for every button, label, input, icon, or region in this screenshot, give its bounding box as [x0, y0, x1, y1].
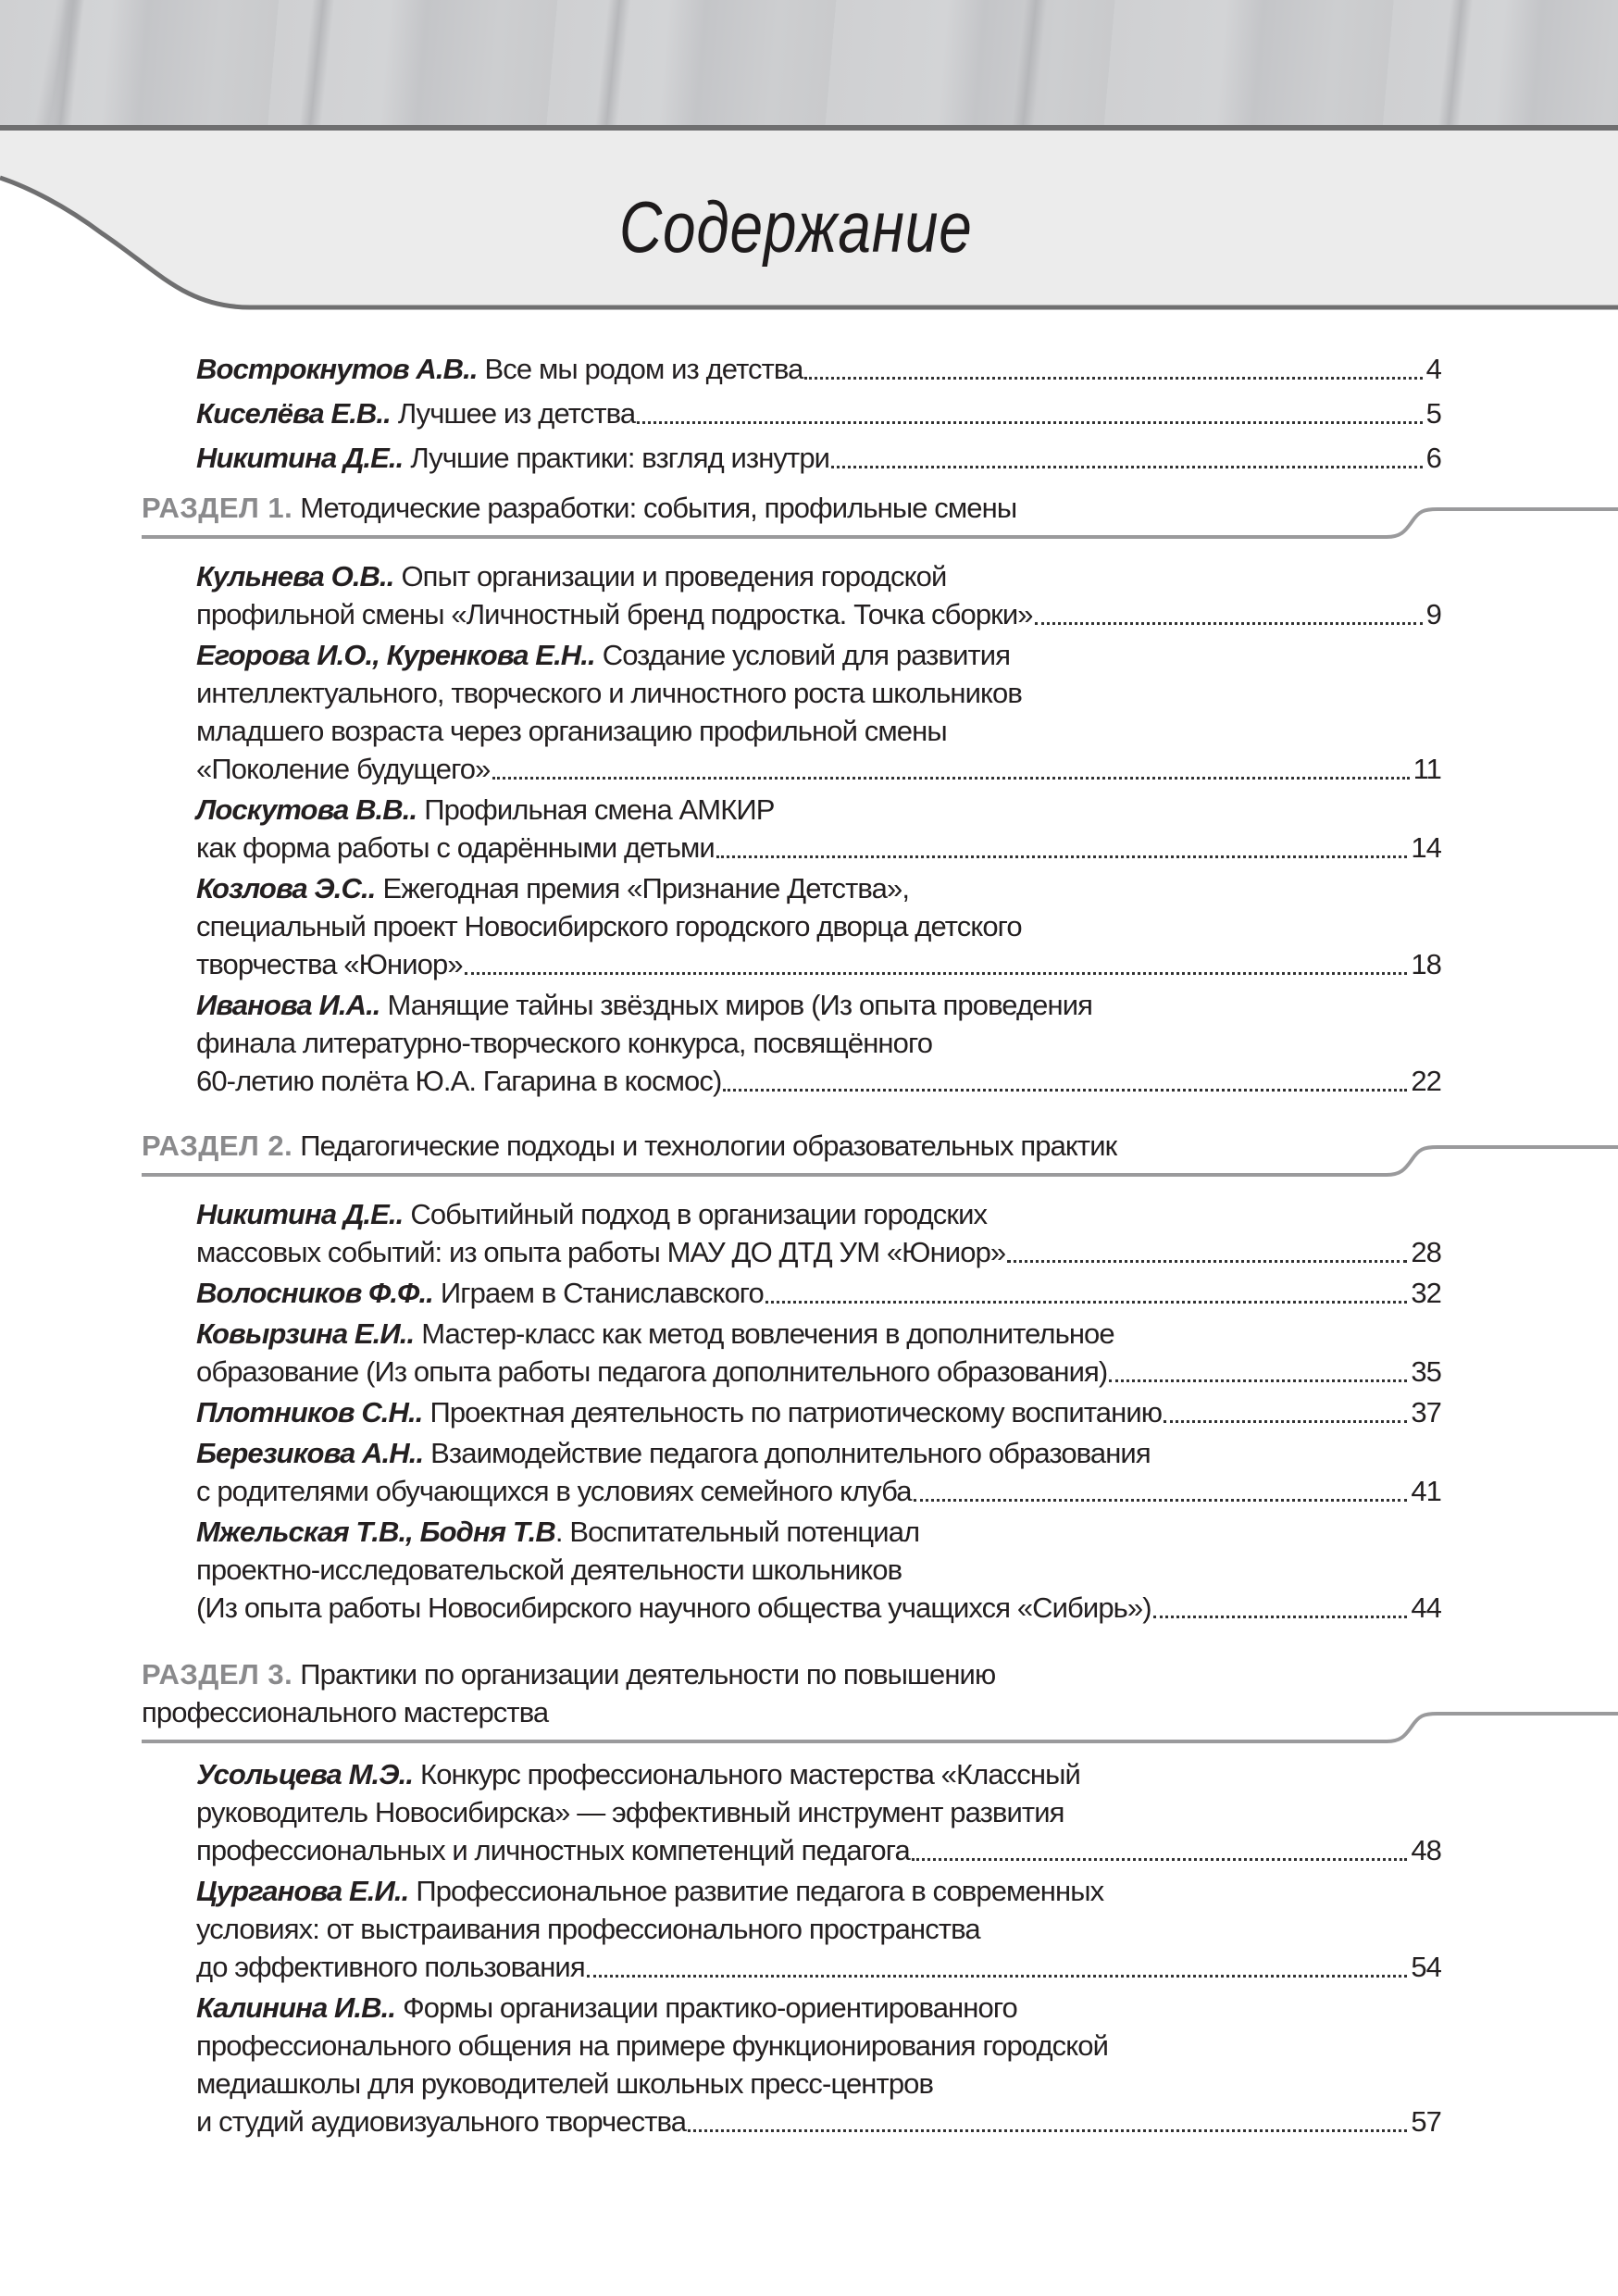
page-number: 37 — [1411, 1396, 1441, 1429]
entry-author: Лоскутова В.В. — [196, 793, 410, 826]
toc-entry-line — [196, 1551, 1441, 1589]
section-heading-line — [142, 1655, 1618, 1693]
entry-title-line: до эффективного пользования — [196, 1951, 585, 1983]
toc-entry[interactable] — [196, 1513, 1441, 1627]
entry-author-period: . — [426, 1277, 433, 1309]
page-number: 11 — [1413, 753, 1441, 785]
toc-entry-line — [196, 1755, 1441, 1793]
section-title: Методические разработки: события, профильные смены — [300, 492, 1017, 524]
toc-entry-line — [196, 1793, 1441, 1831]
entry-title-line: «Поколение будущего» — [196, 753, 491, 785]
toc-entry-line — [196, 2027, 1441, 2065]
toc-entry[interactable] — [196, 1274, 1441, 1312]
entry-title-line: и студий аудиовизуального творчества — [196, 2105, 687, 2138]
entry-author-period: . — [372, 989, 380, 1021]
section-title: Практики по организации деятельности по повышению — [300, 1658, 996, 1691]
toc-entry-line — [196, 1393, 1441, 1431]
entry-author: Плотников С.Н. — [196, 1396, 416, 1429]
entry-author-period: . — [395, 1198, 404, 1230]
page-number: 44 — [1411, 1591, 1441, 1624]
toc-entry-line — [196, 350, 1441, 388]
decorative-stripe — [49, 0, 85, 130]
page-number: 35 — [1411, 1355, 1441, 1388]
toc-entry[interactable] — [196, 1989, 1441, 2140]
toc-entry-line — [196, 674, 1441, 712]
section-label: РАЗДЕЛ 3. — [142, 1658, 293, 1691]
entry-author: Цурганова Е.И. — [196, 1875, 402, 1907]
section-title: Педагогические подходы и технологии образовательных практик — [300, 1129, 1117, 1162]
toc-entry-line — [196, 1513, 1441, 1551]
entry-author-period: . — [469, 353, 478, 385]
toc-entry-line — [196, 1024, 1441, 1062]
entry-author-period: . — [386, 560, 394, 593]
section-title: профессионального мастерства — [142, 1696, 549, 1728]
dot-leader — [716, 855, 1407, 858]
toc-entry-line — [196, 439, 1441, 477]
toc-entry-line — [196, 595, 1441, 633]
toc-entry-line — [196, 1589, 1441, 1627]
entry-title-line: Мастер-класс как метод вовлечения в дополнительное — [421, 1317, 1114, 1350]
entry-author: Козлова Э.С. — [196, 872, 368, 905]
entry-author: Никитина Д.Е. — [196, 442, 396, 474]
entry-title-line: Лучшие практики: взгляд изнутри — [410, 442, 830, 474]
page-number: 48 — [1411, 1834, 1441, 1866]
toc-entry[interactable] — [196, 1434, 1441, 1510]
page-number: 6 — [1425, 442, 1441, 474]
entry-title-line: Лучшее из детства — [397, 397, 636, 430]
page-number: 18 — [1411, 948, 1441, 980]
toc-entry-line — [196, 1353, 1441, 1391]
toc-entry-line — [196, 1315, 1441, 1353]
entry-title-line: Конкурс профессионального мастерства «Классный — [420, 1758, 1080, 1791]
entry-author-period: . — [401, 1875, 409, 1907]
entry-author-period: . — [405, 1758, 414, 1791]
page-number: 14 — [1411, 831, 1441, 864]
toc-entry-line — [196, 1910, 1441, 1948]
entry-title-line: Проектная деятельность по патриотическому воспитанию — [429, 1396, 1163, 1429]
toc-entry-line — [196, 394, 1441, 432]
toc-entry-line — [196, 907, 1441, 945]
page-number: 32 — [1411, 1277, 1441, 1309]
toc-entry[interactable] — [196, 1755, 1441, 1869]
section-divider — [142, 1143, 1618, 1180]
page-number: 57 — [1411, 2105, 1441, 2138]
entry-author-period: . — [587, 639, 595, 671]
toc-entry-line — [196, 636, 1441, 674]
toc-entry-line — [196, 1274, 1441, 1312]
entry-title-line: специальный проект Новосибирского городского дворца детского — [196, 910, 1022, 942]
entry-title-line: . Воспитательный потенциал — [554, 1516, 920, 1548]
dot-leader — [1007, 1260, 1407, 1263]
toc-entry[interactable] — [196, 791, 1441, 867]
entry-author: Волосников Ф.Ф. — [196, 1277, 427, 1309]
entry-author: Калинина И.В. — [196, 1991, 389, 2024]
entry-author: Егорова И.О., Куренкова Е.Н. — [196, 639, 588, 671]
toc-entry[interactable] — [196, 1872, 1441, 1986]
dot-leader — [765, 1301, 1407, 1304]
entry-author-period: . — [383, 397, 391, 430]
toc-entry[interactable] — [196, 1393, 1441, 1431]
section-label: РАЗДЕЛ 1. — [142, 492, 293, 524]
entry-title-line: финала литературно-творческого конкурса, посвящённого — [196, 1027, 933, 1059]
page-number: 5 — [1425, 397, 1441, 430]
toc-entry[interactable] — [196, 1315, 1441, 1391]
dot-leader — [688, 2129, 1407, 2132]
entry-author: Киселёва Е.В. — [196, 397, 384, 430]
entry-title-line: профессиональных и личностных компетенций педагога — [196, 1834, 910, 1866]
entry-title-line: проектно-исследовательской деятельности школьников — [196, 1554, 902, 1586]
header-background-band — [0, 0, 1618, 130]
entry-title-line: интеллектуального, творческого и личностного роста школьников — [196, 677, 1022, 709]
dot-leader — [1035, 622, 1423, 625]
toc-entry[interactable] — [196, 869, 1441, 983]
entry-title-line: младшего возраста через организацию профильной смены — [196, 715, 947, 747]
dot-leader — [492, 777, 1410, 780]
toc-entry-line — [196, 1948, 1441, 1986]
entry-title-line: Ежегодная премия «Признание Детства», — [382, 872, 910, 905]
decorative-stripe — [1438, 0, 1474, 130]
entry-author-period: . — [409, 793, 417, 826]
page-title: Содержание — [618, 186, 973, 268]
dot-leader — [637, 421, 1422, 424]
entry-author: Березикова А.Н. — [196, 1437, 417, 1469]
section-divider — [142, 1710, 1618, 1747]
page-number: 4 — [1425, 353, 1441, 385]
entry-author: Вострокнутов А.В. — [196, 353, 470, 385]
entry-title-line: профильной смены «Личностный бренд подростка. Точка сборки» — [196, 598, 1033, 630]
dot-leader — [804, 377, 1422, 380]
toc-entry[interactable] — [196, 636, 1441, 788]
entry-author: Усольцева М.Э. — [196, 1758, 406, 1791]
toc-entry-line — [196, 712, 1441, 750]
toc-entry-line — [196, 557, 1441, 595]
entry-title-line: Взаимодействие педагога дополнительного образования — [430, 1437, 1151, 1469]
entry-title-line: 60-летию полёта Ю.А. Гагарина в космос) — [196, 1065, 722, 1097]
entry-author-period: . — [416, 1437, 424, 1469]
entry-author-period: . — [367, 872, 376, 905]
entry-title-line: Профессиональное развитие педагога в современных — [416, 1875, 1104, 1907]
toc-entry-line — [196, 1233, 1441, 1271]
dot-leader — [914, 1499, 1408, 1502]
dot-leader — [587, 1975, 1408, 1978]
entry-author-period: . — [415, 1396, 423, 1429]
entry-title-line: руководитель Новосибирска» — эффективный инструмент развития — [196, 1796, 1064, 1828]
page-number: 41 — [1411, 1475, 1441, 1507]
toc-entry-line — [196, 869, 1441, 907]
entry-author-period: . — [388, 1991, 396, 2024]
toc-entry-line — [196, 2103, 1441, 2140]
entry-title-line: Создание условий для развития — [602, 639, 1011, 671]
dot-leader — [1164, 1420, 1407, 1423]
entry-title-line: профессионального общения на примере функционирования городской — [196, 2029, 1108, 2062]
entry-title-line: Манящие тайны звёздных миров (Из опыта проведения — [387, 989, 1093, 1021]
toc-entry-line — [196, 1831, 1441, 1869]
entry-title-line: Профильная смена АМКИР — [424, 793, 775, 826]
toc-entry-line — [196, 1872, 1441, 1910]
toc-entry-line — [196, 750, 1441, 788]
entry-title-line: Событийный подход в организации городских — [410, 1198, 988, 1230]
section-label: РАЗДЕЛ 2. — [142, 1129, 293, 1162]
entry-title-line: Все мы родом из детства — [484, 353, 803, 385]
entry-author: Кульнева О.В. — [196, 560, 387, 593]
toc-entry-line — [196, 2065, 1441, 2103]
dot-leader — [465, 972, 1408, 975]
toc-entry-line — [196, 1062, 1441, 1100]
entry-author: Иванова И.А. — [196, 989, 373, 1021]
section-divider — [142, 505, 1618, 543]
entry-author-period: . — [406, 1317, 415, 1350]
entry-title-line: образование (Из опыта работы педагога дополнительного образования) — [196, 1355, 1108, 1388]
toc-entry-line — [196, 986, 1441, 1024]
entry-title-line: условиях: от выстраивания профессионального пространства — [196, 1913, 980, 1945]
page-number: 54 — [1411, 1951, 1441, 1983]
dot-leader — [1153, 1616, 1408, 1618]
decorative-stripe — [1012, 0, 1048, 130]
toc-entry[interactable] — [196, 439, 1441, 477]
decorative-stripe — [299, 0, 335, 130]
toc-entry-line — [196, 945, 1441, 983]
entry-title-line: Формы организации практико-ориентированного — [403, 1991, 1017, 2024]
dot-leader — [831, 466, 1423, 468]
toc-entry-line — [196, 829, 1441, 867]
toc-entry[interactable] — [196, 1195, 1441, 1271]
toc-entry-line — [196, 1989, 1441, 2027]
entry-title-line: Опыт организации и проведения городской — [401, 560, 947, 593]
entry-title-line: медиашколы для руководителей школьных пресс-центров — [196, 2067, 934, 2100]
entry-title-line: творчества «Юниор» — [196, 948, 463, 980]
entry-author-period: . — [395, 442, 404, 474]
toc-entry-line — [196, 791, 1441, 829]
toc-entry-line — [196, 1195, 1441, 1233]
toc-entry[interactable] — [196, 394, 1441, 432]
toc-entry[interactable] — [196, 557, 1441, 633]
entry-title-line: с родителями обучающихся в условиях семейного клуба — [196, 1475, 912, 1507]
entry-title-line: как форма работы с одарёнными детьми — [196, 831, 715, 864]
page-number: 22 — [1411, 1065, 1441, 1097]
entry-author: Мжельская Т.В., Бодня Т.В — [196, 1516, 555, 1548]
toc-entry[interactable] — [196, 986, 1441, 1100]
dot-leader — [912, 1858, 1407, 1861]
entry-author: Ковырзина Е.И. — [196, 1317, 407, 1350]
page-number: 9 — [1425, 598, 1441, 630]
dot-leader — [723, 1089, 1407, 1092]
dot-leader — [1109, 1379, 1407, 1382]
entry-title-line: Играем в Станиславского — [440, 1277, 764, 1309]
entry-title-line: массовых событий: из опыта работы МАУ ДО ДТД УМ «Юниор» — [196, 1236, 1006, 1268]
decorative-stripe — [595, 0, 631, 130]
toc-entry-line — [196, 1472, 1441, 1510]
page-number: 28 — [1411, 1236, 1441, 1268]
entry-title-line: (Из опыта работы Новосибирского научного общества учащихся «Сибирь») — [196, 1591, 1151, 1624]
entry-author: Никитина Д.Е. — [196, 1198, 396, 1230]
toc-entry-line — [196, 1434, 1441, 1472]
toc-entry[interactable] — [196, 350, 1441, 388]
